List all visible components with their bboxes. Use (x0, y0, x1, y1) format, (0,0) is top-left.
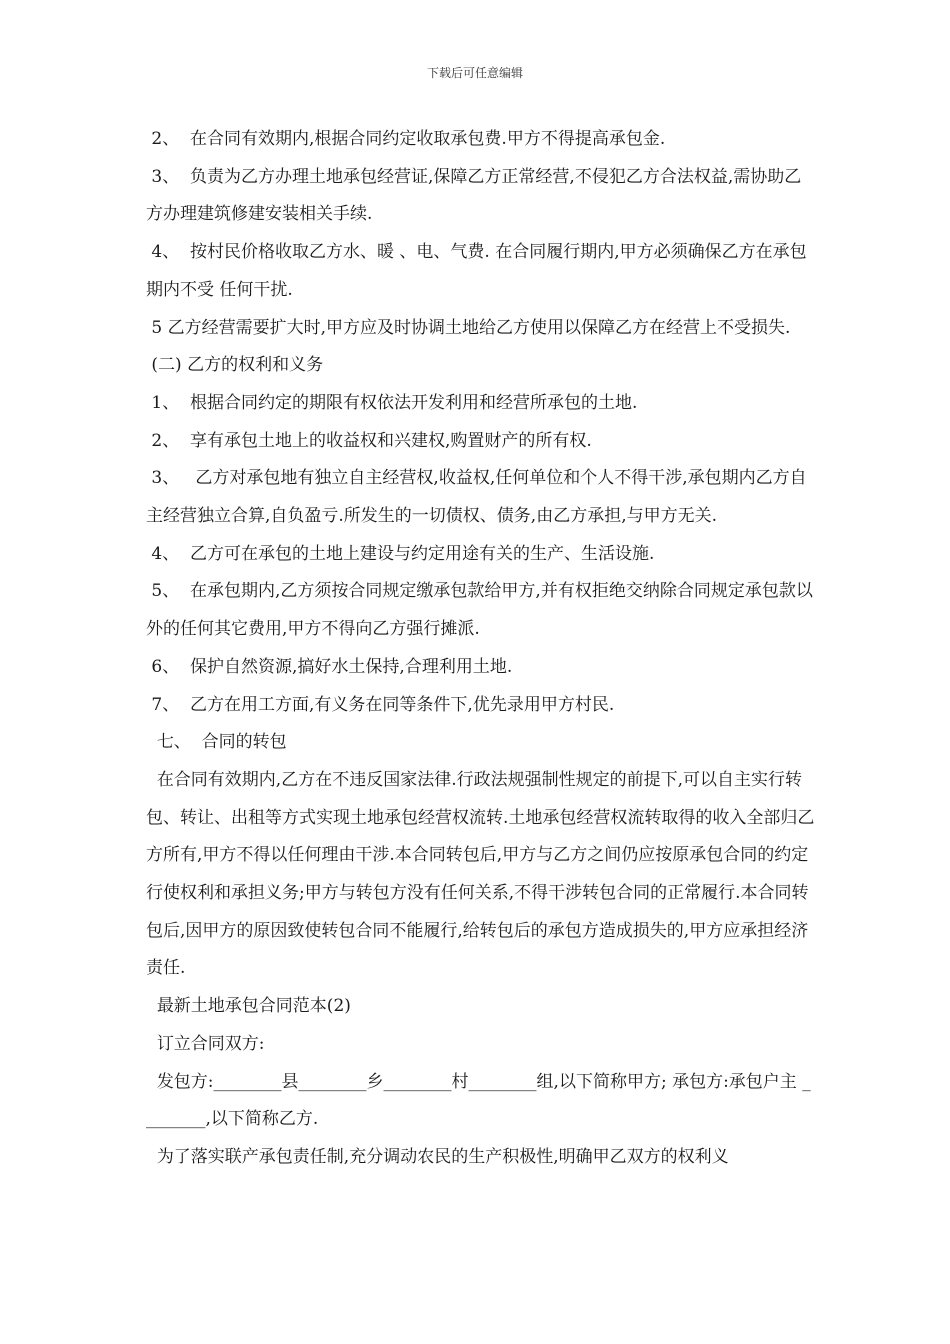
paragraph: 为了落实联产承包责任制,充分调动农民的生产积极性,明确甲乙双方的权利义 (146, 1146, 729, 1167)
paragraph: 订立合同双方: (146, 1033, 265, 1054)
paragraph: 7、 乙方在用工方面,有义务在同等条件下,优先录用甲方村民. (146, 694, 615, 715)
paragraph: 3、 负责为乙方办理土地承包经营证,保障乙方正常经营,不侵犯乙方合法权益,需协助乙方办理建筑修建安装相关手续. (146, 166, 802, 225)
paragraph: 2、 在合同有效期内,根据合同约定收取承包费.甲方不得提高承包金. (146, 129, 666, 149)
section-heading: 七、 合同的转包 (146, 732, 287, 753)
page-header: 下载后可任意编辑 (426, 66, 523, 80)
paragraph: 5、 在承包期内,乙方须按合同规定缴承包款给甲方,并有权拒绝交纳除合同规定承包款以外的任何其它费用,甲方不得向乙方强行摊派. (146, 581, 813, 640)
paragraph: 4、 乙方可在承包的土地上建设与约定用途有关的生产、生活设施. (146, 543, 655, 564)
document-body (146, 121, 818, 1177)
section-heading: (二) 乙方的权利和义务 (146, 355, 324, 376)
paragraph: 4、 按村民价格收取乙方水、暖 、电、气费. 在合同履行期内,甲方必须确保乙方在承包期内不受 任何干扰. (146, 242, 807, 300)
paragraph: 在合同有效期内,乙方在不违反国家法律.行政法规强制性规定的前提下,可以自主实行转包、转让、出租等方式实现土地承包经营权流转.土地承包经营权流转取得的收入全部归乙方所有,甲方不得以任何理由干涉.本合同转包后,甲方与乙方之间仍应按原承包合同的约定行使权利和承担义务;甲方与转包方没有任何关系,不得干涉转包合同的正常履行.本合同转包后,因甲方的原因致使转包合同不能履行,给转包后的承包方造成损失的,甲方应承担经济责任. (146, 769, 815, 979)
document-title: 最新土地承包合同范本(2) (146, 996, 351, 1017)
paragraph: 6、 保护自然资源,搞好水土保持,合理利用土地. (146, 656, 513, 677)
paragraph: 5 乙方经营需要扩大时,甲方应及时协调土地给乙方使用以保障乙方在经营上不受损失. (146, 317, 791, 338)
paragraph: 1、 根据合同约定的期限有权依法开发利用和经营所承包的土地. (146, 392, 638, 413)
paragraph: 2、 享有承包土地上的收益权和兴建权,购置财产的所有权. (146, 430, 592, 451)
paragraph: 3、 乙方对承包地有独立自主经营权,收益权,任何单位和个人不得干涉,承包期内乙方自主经营独立合算,自负盈亏.所发生的一切债权、债务,由乙方承担,与甲方无关. (146, 468, 807, 527)
party-info: 发包方:________县________乡________村________组,以下简称甲方; 承包方:承包户主 ________,以下简称乙方. (146, 1071, 811, 1130)
